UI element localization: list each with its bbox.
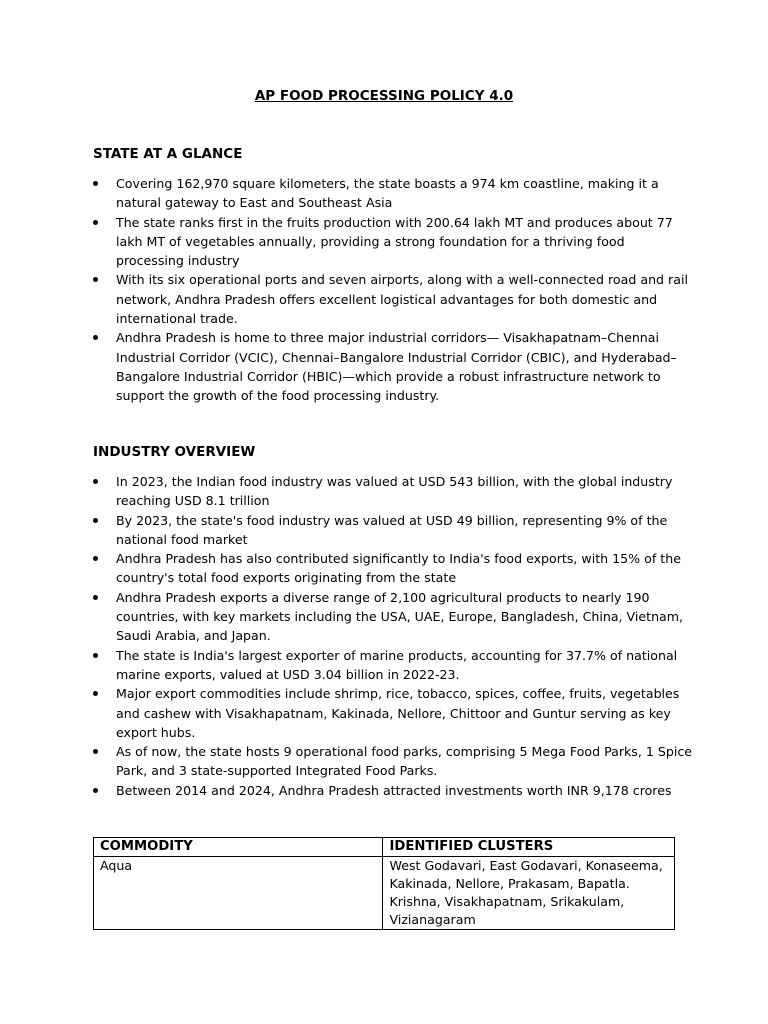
column-header-identified-clusters: IDENTIFIED CLUSTERS bbox=[383, 838, 675, 857]
list-item: In 2023, the Indian food industry was valued at USD 543 billion, with the global industry reaching USD 8.1 trillion bbox=[93, 472, 693, 511]
list-item: With its six operational ports and seven airports, along with a well-connected road and rail network, Andhra Pradesh offers excellent logistical advantages for both domestic and international trade. bbox=[93, 270, 693, 328]
table-header-row bbox=[94, 838, 675, 857]
list-item: Major export commodities include shrimp, rice, tobacco, spices, coffee, fruits, vegetables and cashew with Visakhapatnam, Kakinada, Nellore, Chittoor and Guntur serving as key export hubs. bbox=[93, 684, 693, 742]
table-cell-clusters: West Godavari, East Godavari, Konaseema, Kakinada, Nellore, Prakasam, Bapatla. Krishna, Visakhapatnam, Srikakulam, Vizianagaram bbox=[383, 857, 675, 930]
section-heading-state-at-a-glance: STATE AT A GLANCE bbox=[93, 146, 243, 162]
column-header-commodity: COMMODITY bbox=[94, 838, 383, 857]
table-cell-commodity: Aqua bbox=[94, 857, 383, 930]
industry-overview-list bbox=[93, 472, 693, 800]
list-item: Andhra Pradesh has also contributed significantly to India's food exports, with 15% of the country's total food exports originating from the state bbox=[93, 549, 693, 588]
list-item: Between 2014 and 2024, Andhra Pradesh attracted investments worth INR 9,178 crores bbox=[93, 781, 693, 800]
commodity-clusters-table bbox=[93, 837, 675, 930]
state-at-a-glance-list bbox=[93, 174, 693, 406]
list-item: Andhra Pradesh exports a diverse range of 2,100 agricultural products to nearly 190 countries, with key markets including the USA, UAE, Europe, Bangladesh, China, Vietnam, Saudi Arabia, and Japan. bbox=[93, 588, 693, 646]
list-item: The state ranks first in the fruits production with 200.64 lakh MT and produces about 77 lakh MT of vegetables annually, providing a strong foundation for a thriving food processing industry bbox=[93, 213, 693, 271]
document-title: AP FOOD PROCESSING POLICY 4.0 bbox=[254, 88, 514, 104]
list-item: The state is India's largest exporter of marine products, accounting for 37.7% of national marine exports, valued at USD 3.04 billion in 2022-23. bbox=[93, 646, 693, 685]
list-item: As of now, the state hosts 9 operational food parks, comprising 5 Mega Food Parks, 1 Spice Park, and 3 state-supported Integrated Food Parks. bbox=[93, 742, 693, 781]
table-row bbox=[94, 857, 675, 930]
list-item: Andhra Pradesh is home to three major industrial corridors— Visakhapatnam–Chennai Industrial Corridor (VCIC), Chennai–Bangalore Industrial Corridor (CBIC), and Hyderabad–Bangalore Industrial Corridor (HBIC)—which provide a robust infrastructure network to support the growth of the food processing industry. bbox=[93, 328, 693, 405]
list-item: By 2023, the state's food industry was valued at USD 49 billion, representing 9% of the national food market bbox=[93, 511, 693, 550]
list-item: Covering 162,970 square kilometers, the state boasts a 974 km coastline, making it a natural gateway to East and Southeast Asia bbox=[93, 174, 693, 213]
section-heading-industry-overview: INDUSTRY OVERVIEW bbox=[93, 444, 256, 460]
